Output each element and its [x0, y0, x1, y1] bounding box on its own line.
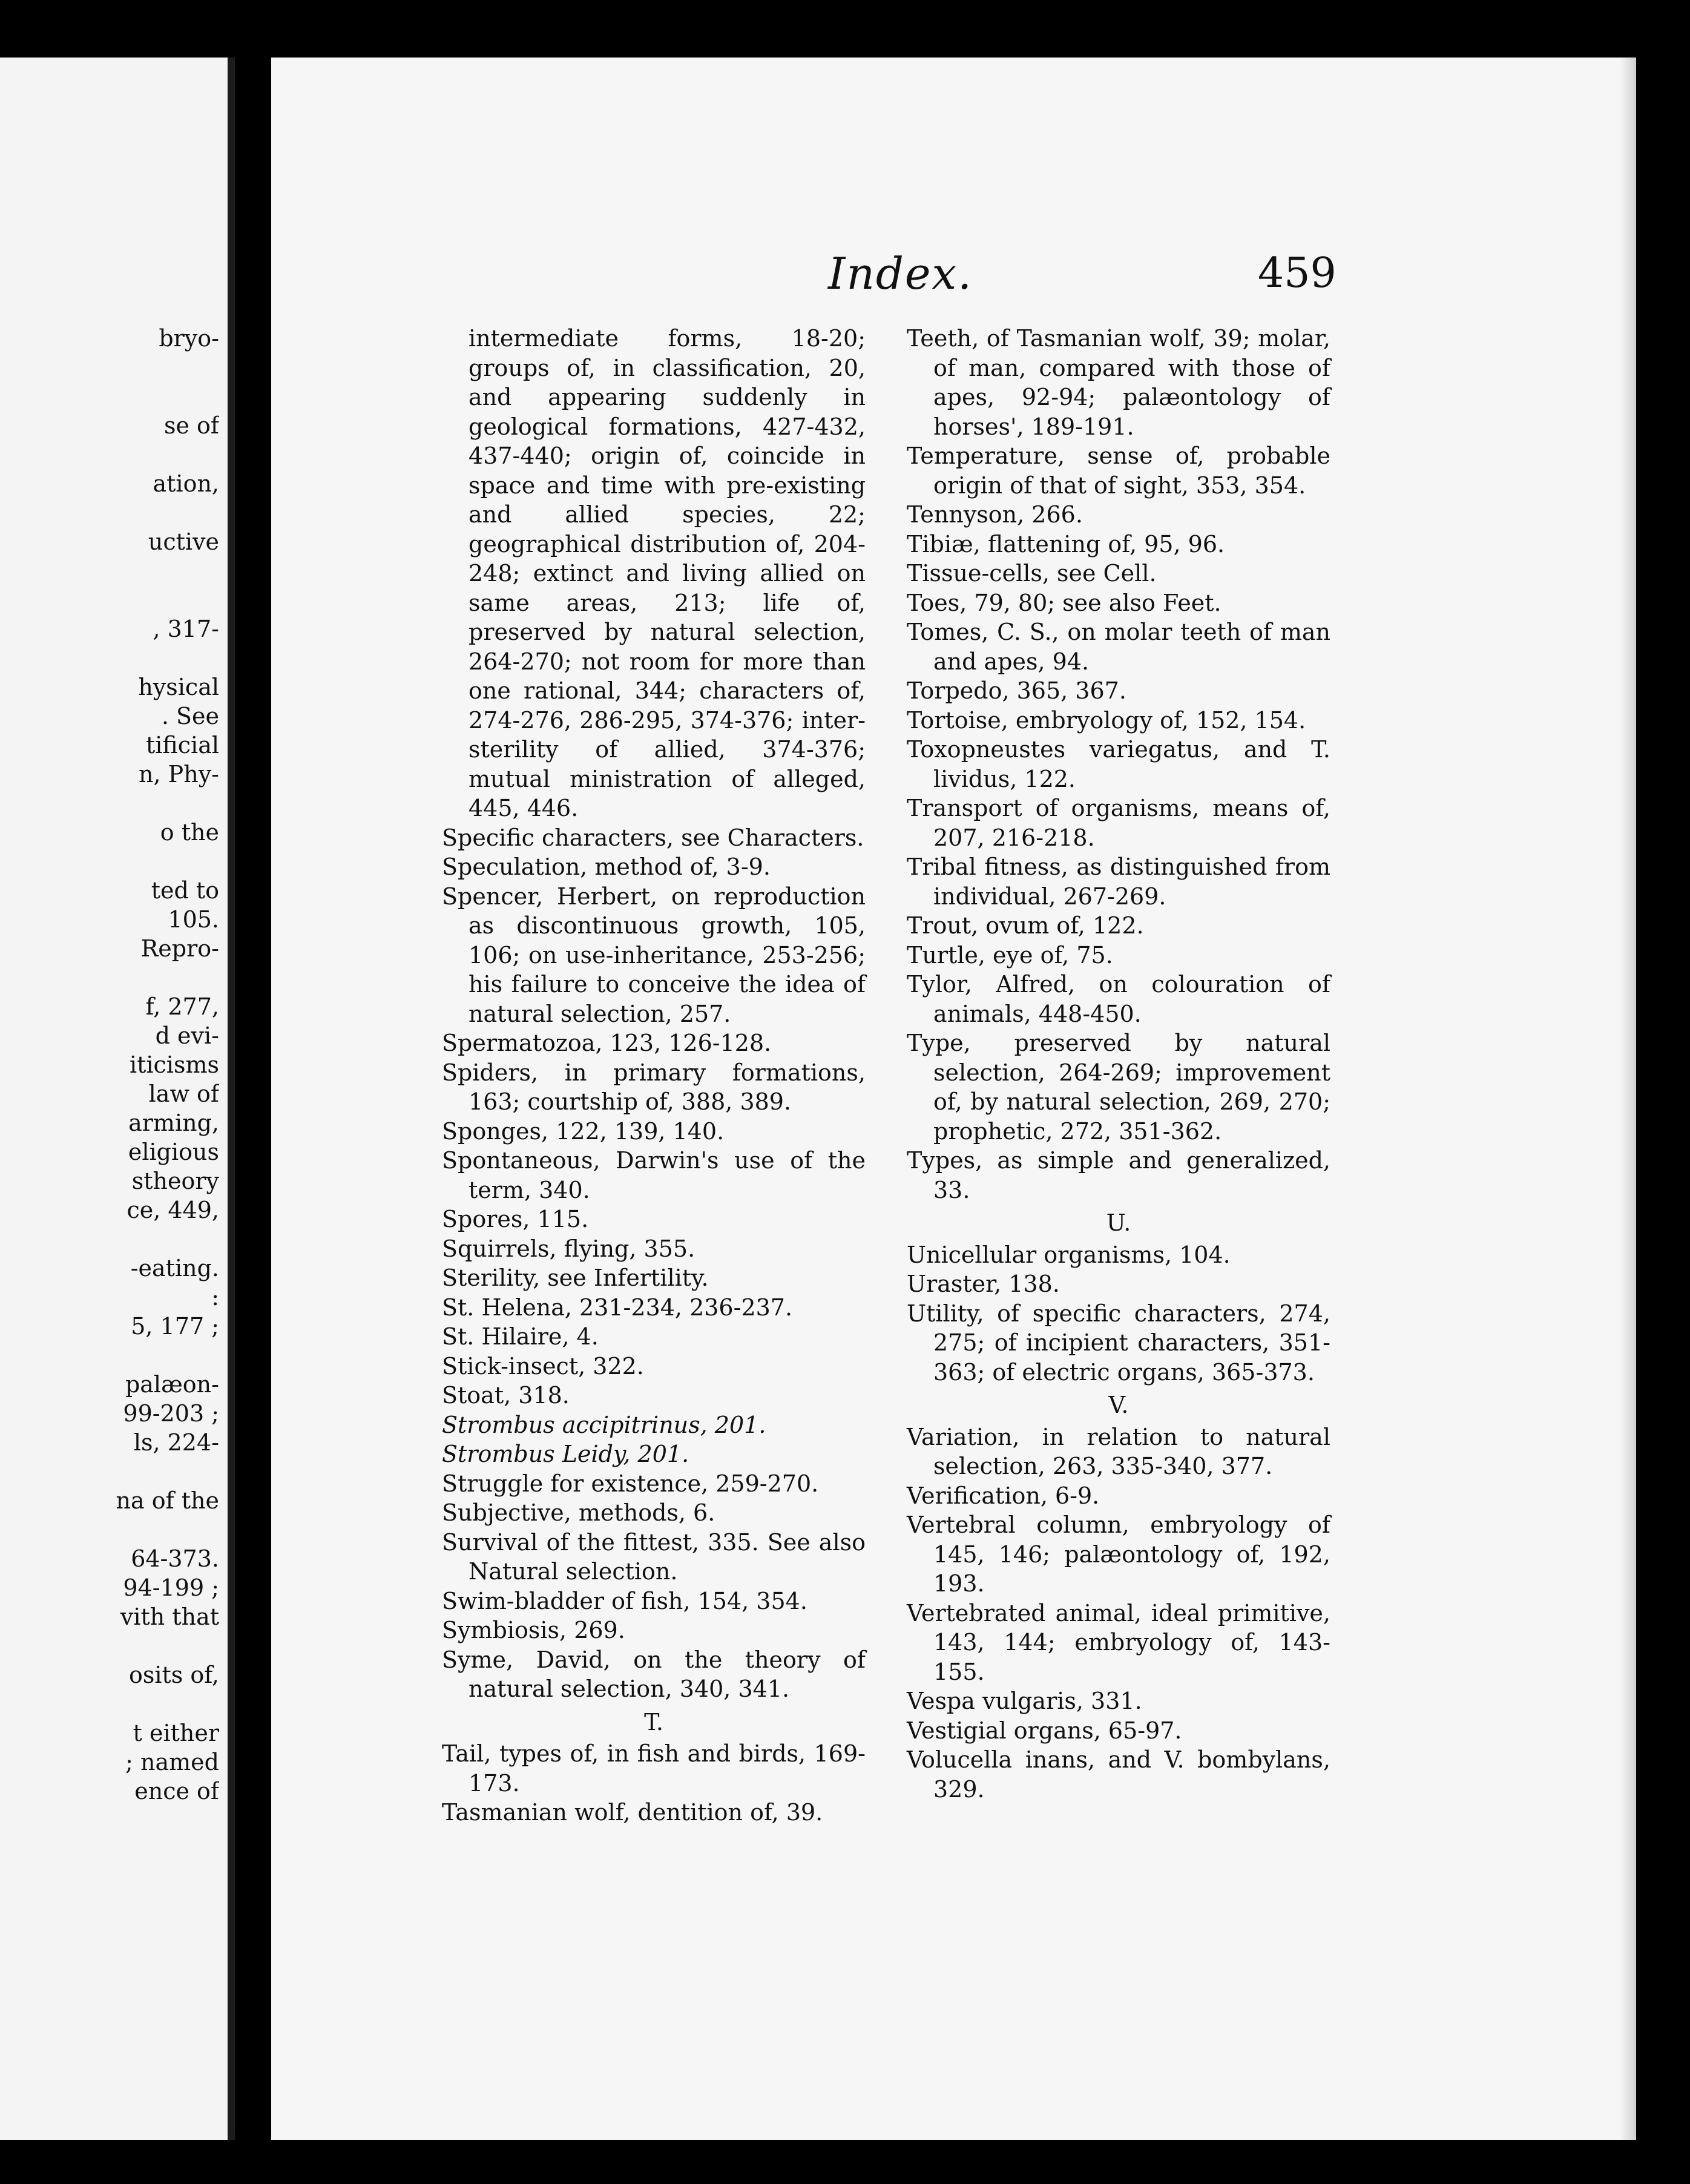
index-entry: Stoat, 318. [442, 1382, 570, 1409]
left-fragment-line: ce, 449, [127, 1197, 219, 1223]
index-entry: Vespa vulgaris, 331. [907, 1688, 1142, 1714]
index-entry: Type, preserved by natural selection, 264-269; improvement of, by natural selection, 269, 270; prophetic, 272, 351-362. [907, 1030, 1330, 1145]
index-entry: Syme, David, on the theory of natural selection, 340, 341. [442, 1646, 866, 1702]
left-fragment-line: 64-373. [131, 1545, 219, 1572]
left-fragment-line: tificial [145, 732, 219, 758]
left-fragment-line [13, 556, 219, 585]
index-entry: Tissue-cells, see Cell. [907, 560, 1157, 587]
index-entry: Tortoise, embryology of, 152, 154. [907, 706, 1306, 734]
left-fragment-line [13, 643, 219, 673]
left-fragment-line: iticisms [129, 1051, 219, 1078]
left-fragment-line: Repro- [140, 935, 219, 962]
index-entry: Trout, ovum of, 122. [907, 912, 1144, 939]
left-fragment-line [13, 440, 219, 469]
left-fragment-line: eligious [128, 1139, 219, 1165]
index-entry: Survival of the fittest, 335. See also Natural selection. [442, 1528, 866, 1585]
section-letter: V. [1108, 1392, 1129, 1418]
index-entry: Tylor, Alfred, on colouration of animals, 448-450. [907, 971, 1330, 1027]
left-fragment-line [13, 1689, 219, 1719]
index-entry: Toes, 79, 80; see also Feet. [907, 589, 1221, 616]
gutter [235, 58, 271, 2140]
index-entry: St. Helena, 231-234, 236-237. [442, 1294, 793, 1321]
left-page-fragment [0, 58, 233, 2140]
index-entry: Tibiæ, flattening of, 95, 96. [907, 530, 1225, 558]
index-entry: Utility, of specific characters, 274, 275; of incipient characters, 351-363; of electric organs, 365-373. [907, 1300, 1330, 1386]
page-edge-shadow [1620, 58, 1636, 2140]
index-entry: Struggle for existence, 259-270. [442, 1470, 819, 1497]
index-entry: Tennyson, 266. [907, 501, 1083, 528]
left-fragment-line: t either [133, 1720, 219, 1746]
index-entry: Types, as simple and generalized, 33. [907, 1147, 1330, 1203]
index-entry: Uraster, 138. [907, 1271, 1060, 1297]
page-header [271, 248, 1337, 303]
left-fragment-line: bryo- [159, 325, 219, 352]
section-letter: U. [1106, 1209, 1131, 1236]
index-entry: Tribal fitness, as distinguished from individual, 267-269. [907, 854, 1330, 910]
page-edge [228, 58, 235, 2140]
left-fragment-line: law of [148, 1080, 219, 1107]
left-fragment-line: ted to [151, 877, 219, 904]
left-fragment-line: ; named [125, 1749, 219, 1775]
left-fragment-line [13, 353, 219, 382]
left-fragment-line: vith that [120, 1603, 219, 1630]
left-fragment-line: . See [161, 703, 219, 729]
left-fragment-line: stheory [131, 1168, 219, 1194]
index-entry: Temperature, sense of, probable origin of that of sight, 353, 354. [907, 442, 1330, 499]
left-fragment-line [13, 1341, 219, 1370]
index-entry: Speculation, method of, 3-9. [442, 854, 771, 880]
left-fragment-line [13, 1225, 219, 1254]
index-entry: St. Hilaire, 4. [442, 1323, 599, 1350]
left-fragment-line: na of the [116, 1487, 219, 1514]
left-fragment-line: osits of, [128, 1662, 219, 1688]
left-fragment-line [13, 847, 219, 876]
left-fragment-line: d evi- [155, 1022, 219, 1049]
index-entry: Squirrels, flying, 355. [442, 1235, 695, 1262]
left-fragment-line: arming, [128, 1110, 219, 1136]
index-entry: Turtle, eye of, 75. [907, 941, 1113, 969]
index-entry: Subjective, methods, 6. [442, 1499, 715, 1526]
index-entry: intermediate forms, 18-20; groups of, in classification, 20, and appearing suddenly in geological formations, 427-432, 437-440; origin of, coincide in space and time with pre-existing and allied species, 22; geographical distribution of, 204-248; extinct and living allied on same areas, 213; life of, preserved by natural selection, 264-270; not room for more than one rational, 344; characters of, 274-276, 286-295, 374-376; inter-sterility of allied, 374-376; mutual ministration of alleged, 445, 446. [469, 325, 866, 821]
left-page-text [13, 324, 219, 1806]
section-letter: T. [644, 1708, 663, 1735]
index-entry: Torpedo, 365, 367. [907, 677, 1126, 704]
index-entry: Strombus accipitrinus, 201. [442, 1411, 766, 1438]
left-fragment-line: 105. [168, 906, 219, 933]
index-page [271, 58, 1636, 2140]
index-entry: Swim-bladder of fish, 154, 354. [442, 1587, 807, 1614]
page-number: 459 [1258, 249, 1337, 297]
left-fragment-line [13, 498, 219, 527]
index-entry: Spermatozoa, 123, 126-128. [442, 1030, 772, 1056]
left-fragment-line: ence of [134, 1778, 219, 1804]
index-entry: Vertebral column, embryology of 145, 146; palæontology of, 192, 193. [907, 1511, 1330, 1597]
index-entry: Unicellular organisms, 104. [907, 1241, 1231, 1268]
left-fragment-line: se of [163, 412, 219, 439]
left-fragment-line: 94-199 ; [123, 1574, 219, 1601]
left-fragment-line [13, 1457, 219, 1486]
index-entry: Transport of organisms, means of, 207, 216-218. [907, 795, 1330, 851]
index-entry: Stick-insect, 322. [442, 1352, 644, 1380]
left-fragment-line [13, 963, 219, 992]
running-head: Index. [828, 248, 973, 299]
index-entry: Tomes, C. S., on molar teeth of man and apes, 94. [907, 619, 1330, 675]
left-fragment-line: 5, 177 ; [131, 1313, 219, 1340]
index-entry: Spencer, Herbert, on reproduction as discontinuous growth, 105, 106; on use-inheritance, 253-256; his failure to conceive the idea of natural selection, 257. [442, 883, 866, 1027]
left-fragment-line: palæon- [125, 1371, 219, 1398]
left-fragment-line [13, 382, 219, 411]
left-fragment-line [13, 1515, 219, 1544]
left-fragment-line: , 317- [153, 616, 219, 642]
index-entry: Sterility, see Infertility. [442, 1265, 709, 1291]
left-fragment-line: 99-203 ; [123, 1400, 219, 1427]
index-entry: Vertebrated animal, ideal primitive, 143, 144; embryology of, 143-155. [907, 1599, 1330, 1685]
left-fragment-line [13, 1631, 219, 1660]
left-fragment-line: -eating. [130, 1255, 219, 1281]
left-fragment-line: ls, 224- [133, 1429, 219, 1456]
left-fragment-line [13, 789, 219, 818]
index-column-right [907, 324, 1330, 1804]
left-fragment-line: ation, [153, 470, 219, 497]
index-entry: Verification, 6-9. [907, 1482, 1100, 1509]
index-entry: Specific characters, see Characters. [442, 824, 864, 851]
index-entry: Variation, in relation to natural selection, 263, 335-340, 377. [907, 1423, 1330, 1479]
left-fragment-line: hysical [138, 674, 219, 700]
left-fragment-line: : [211, 1284, 219, 1311]
left-fragment-line: o the [160, 819, 219, 846]
left-fragment-line: f, 277, [145, 993, 219, 1020]
index-entry: Toxopneustes variegatus, and T. lividus, 122. [907, 736, 1330, 792]
index-entry: Teeth, of Tasmanian wolf, 39; molar, of man, compared with those of apes, 92-94; palæontology of horses', 189-191. [907, 325, 1330, 440]
index-entry: Sponges, 122, 139, 140. [442, 1117, 725, 1145]
left-fragment-line [13, 585, 219, 614]
index-entry: Tail, types of, in fish and birds, 169-173. [442, 1740, 866, 1797]
index-entry: Spores, 115. [442, 1206, 589, 1232]
index-entry: Spontaneous, Darwin's use of the term, 340. [442, 1147, 866, 1203]
index-entry: Spiders, in primary formations, 163; courtship of, 388, 389. [442, 1059, 866, 1115]
left-fragment-line: uctive [148, 528, 219, 555]
index-entry: Tasmanian wolf, dentition of, 39. [442, 1799, 823, 1826]
index-entry: Vestigial organs, 65-97. [907, 1717, 1182, 1744]
index-entry: Strombus Leidy, 201. [442, 1441, 689, 1467]
index-entry: Volucella inans, and V. bombylans, 329. [907, 1746, 1330, 1803]
index-entry: Symbiosis, 269. [442, 1617, 625, 1643]
index-column-left [442, 324, 866, 1827]
left-fragment-line: n, Phy- [139, 761, 219, 788]
